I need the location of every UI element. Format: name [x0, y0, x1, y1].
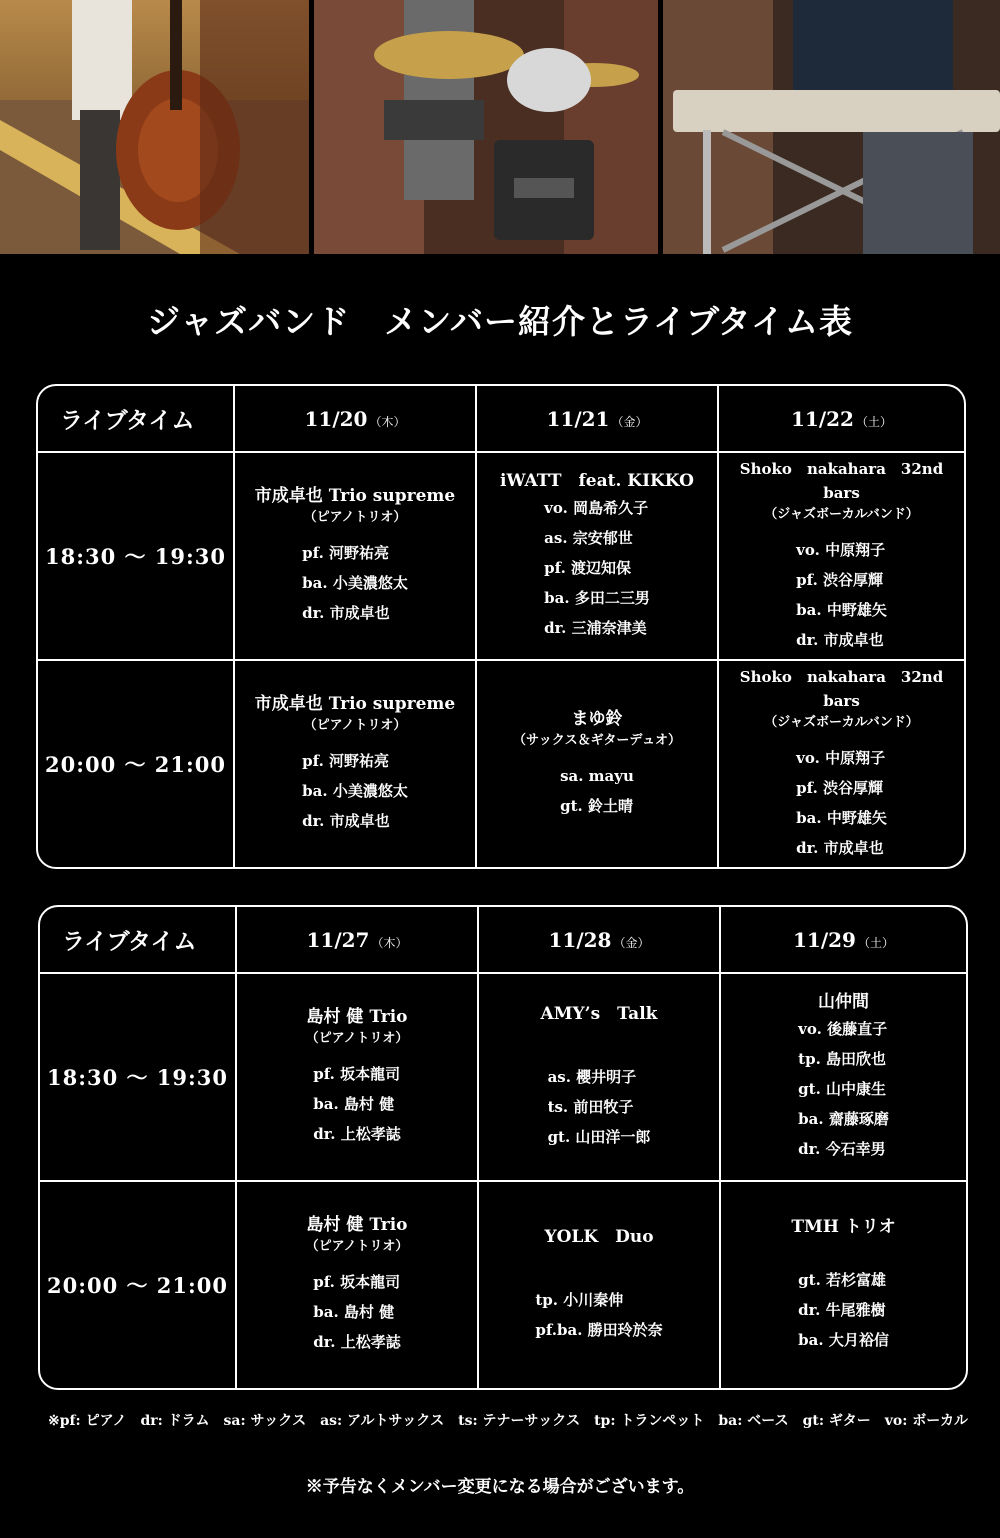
member: ba. 齋藤琢磨 [798, 1110, 889, 1129]
band-name: TMH トリオ [791, 1216, 896, 1237]
member: ba. 小美濃悠太 [302, 781, 408, 800]
member: ts. 前田牧子 [547, 1098, 634, 1117]
member: ba. 中野雄矢 [796, 808, 887, 827]
photo-drum-kit [314, 0, 658, 254]
member: pf. 坂本龍司 [313, 1272, 401, 1291]
schedule-cell [234, 660, 476, 867]
member: pf. 坂本龍司 [313, 1065, 401, 1084]
schedule-cell [236, 1181, 478, 1388]
date-header: 11/20 （木） [234, 386, 476, 452]
band-type: （サックス＆ギターデュオ） [512, 732, 682, 748]
band-type: （ジャズボーカルバンド） [764, 507, 919, 523]
band-name: YOLK Duo [544, 1226, 654, 1247]
member: pf. 渋谷厚輝 [796, 571, 884, 590]
member: pf. 河野祐亮 [302, 751, 390, 770]
member: ba. 大月裕信 [798, 1330, 889, 1349]
member: ba. 島村 健 [313, 1095, 395, 1114]
band-type: （ピアノトリオ） [303, 510, 407, 526]
schedule-cell [720, 1181, 966, 1388]
band-type: （ピアノトリオ） [305, 1238, 409, 1254]
band-type: （ジャズボーカルバンド） [764, 714, 919, 730]
time-slot: 20:00 ～ 21:00 [40, 1181, 236, 1388]
schedule-cell [478, 1181, 720, 1388]
member: vo. 中原翔子 [796, 748, 886, 767]
member: tp. 島田欣也 [798, 1050, 887, 1069]
member: dr. 市成卓也 [302, 604, 390, 623]
member: ba. 中野雄矢 [796, 601, 887, 620]
schedule-cell [720, 973, 966, 1180]
photo-keyboard-player [663, 0, 1000, 254]
member: vo. 中原翔子 [796, 541, 886, 560]
member: ba. 多田二三男 [544, 589, 650, 608]
band-name: まゆ鈴 [571, 708, 623, 729]
band-name: iWATT feat. KIKKO [500, 471, 694, 492]
schedule-cell [718, 660, 964, 867]
photo-bass-player [0, 0, 309, 254]
member: dr. 牛尾雅樹 [798, 1300, 886, 1319]
schedule-cell [718, 452, 964, 659]
date-header: 11/22 （土） [718, 386, 964, 452]
member: dr. 上松孝誌 [313, 1125, 401, 1144]
band-name: 山仲間 [818, 992, 869, 1013]
date-header: 11/21 （金） [476, 386, 718, 452]
schedule-table-week-1 [36, 384, 966, 869]
band-name: 市成卓也 Trio supreme [254, 486, 456, 507]
instrument-legend: ※pf: ピアノ dr: ドラム sa: サックス as: アルトサックス ts: テナーサックス tp: トランペット ba: ベース gt: ギター vo: ボーカル [48, 1413, 968, 1429]
member: dr. 三浦奈津美 [544, 619, 647, 638]
member: ba. 小美濃悠太 [302, 574, 408, 593]
band-name: 島村 健 Trio [306, 1214, 408, 1235]
schedule-cell [236, 973, 478, 1180]
member: dr. 市成卓也 [796, 838, 884, 857]
member: tp. 小川秦伸 [535, 1290, 624, 1309]
schedule-cell [478, 973, 720, 1180]
page-title: ジャズバンド メンバー紹介とライブタイム表 [146, 302, 854, 341]
member: dr. 市成卓也 [302, 811, 390, 830]
date-header: 11/27 （木） [236, 907, 478, 973]
member: pf. 渡辺知保 [544, 559, 632, 578]
band-name: 島村 健 Trio [306, 1007, 408, 1028]
time-slot: 18:30 ～ 19:30 [40, 973, 236, 1180]
band-name: Shoko nakahara 32nd bars [739, 460, 959, 503]
schedule-cell [476, 660, 718, 867]
member: dr. 今石幸男 [798, 1140, 886, 1159]
member: gt. 鈴土晴 [560, 796, 633, 815]
member: vo. 岡島希久子 [544, 499, 649, 518]
band-type: （ピアノトリオ） [303, 717, 407, 733]
member: gt. 若杉富雄 [798, 1270, 887, 1289]
band-type: （ピアノトリオ） [305, 1031, 409, 1047]
photo-strip [0, 0, 1000, 254]
schedule-table-week-2 [38, 905, 968, 1390]
live-time-header: ライブタイム [40, 907, 236, 973]
time-slot: 20:00 ～ 21:00 [38, 660, 234, 867]
member: as. 櫻井明子 [547, 1068, 637, 1087]
member-change-notice: ※予告なくメンバー変更になる場合がございます。 [305, 1477, 695, 1497]
band-name: AMY’s Talk [540, 1004, 658, 1025]
member: dr. 市成卓也 [796, 631, 884, 650]
time-slot: 18:30 ～ 19:30 [38, 452, 234, 659]
member: pf.ba. 勝田玲於奈 [535, 1320, 663, 1339]
date-header: 11/29 （土） [720, 907, 966, 973]
band-name: 市成卓也 Trio supreme [254, 693, 456, 714]
member: pf. 河野祐亮 [302, 544, 390, 563]
date-header: 11/28 （金） [478, 907, 720, 973]
schedule-cell [476, 452, 718, 659]
member: ba. 島村 健 [313, 1302, 395, 1321]
member: sa. mayu [560, 766, 634, 785]
schedule-cell [234, 452, 476, 659]
member: gt. 山中康生 [798, 1080, 887, 1099]
member: vo. 後藤直子 [798, 1020, 888, 1039]
member: dr. 上松孝誌 [313, 1332, 401, 1351]
member: pf. 渋谷厚輝 [796, 778, 884, 797]
member: as. 宗安郁世 [544, 529, 633, 548]
band-name: Shoko nakahara 32nd bars [739, 667, 959, 710]
live-time-header: ライブタイム [38, 386, 234, 452]
member: gt. 山田洋一郎 [547, 1128, 651, 1147]
